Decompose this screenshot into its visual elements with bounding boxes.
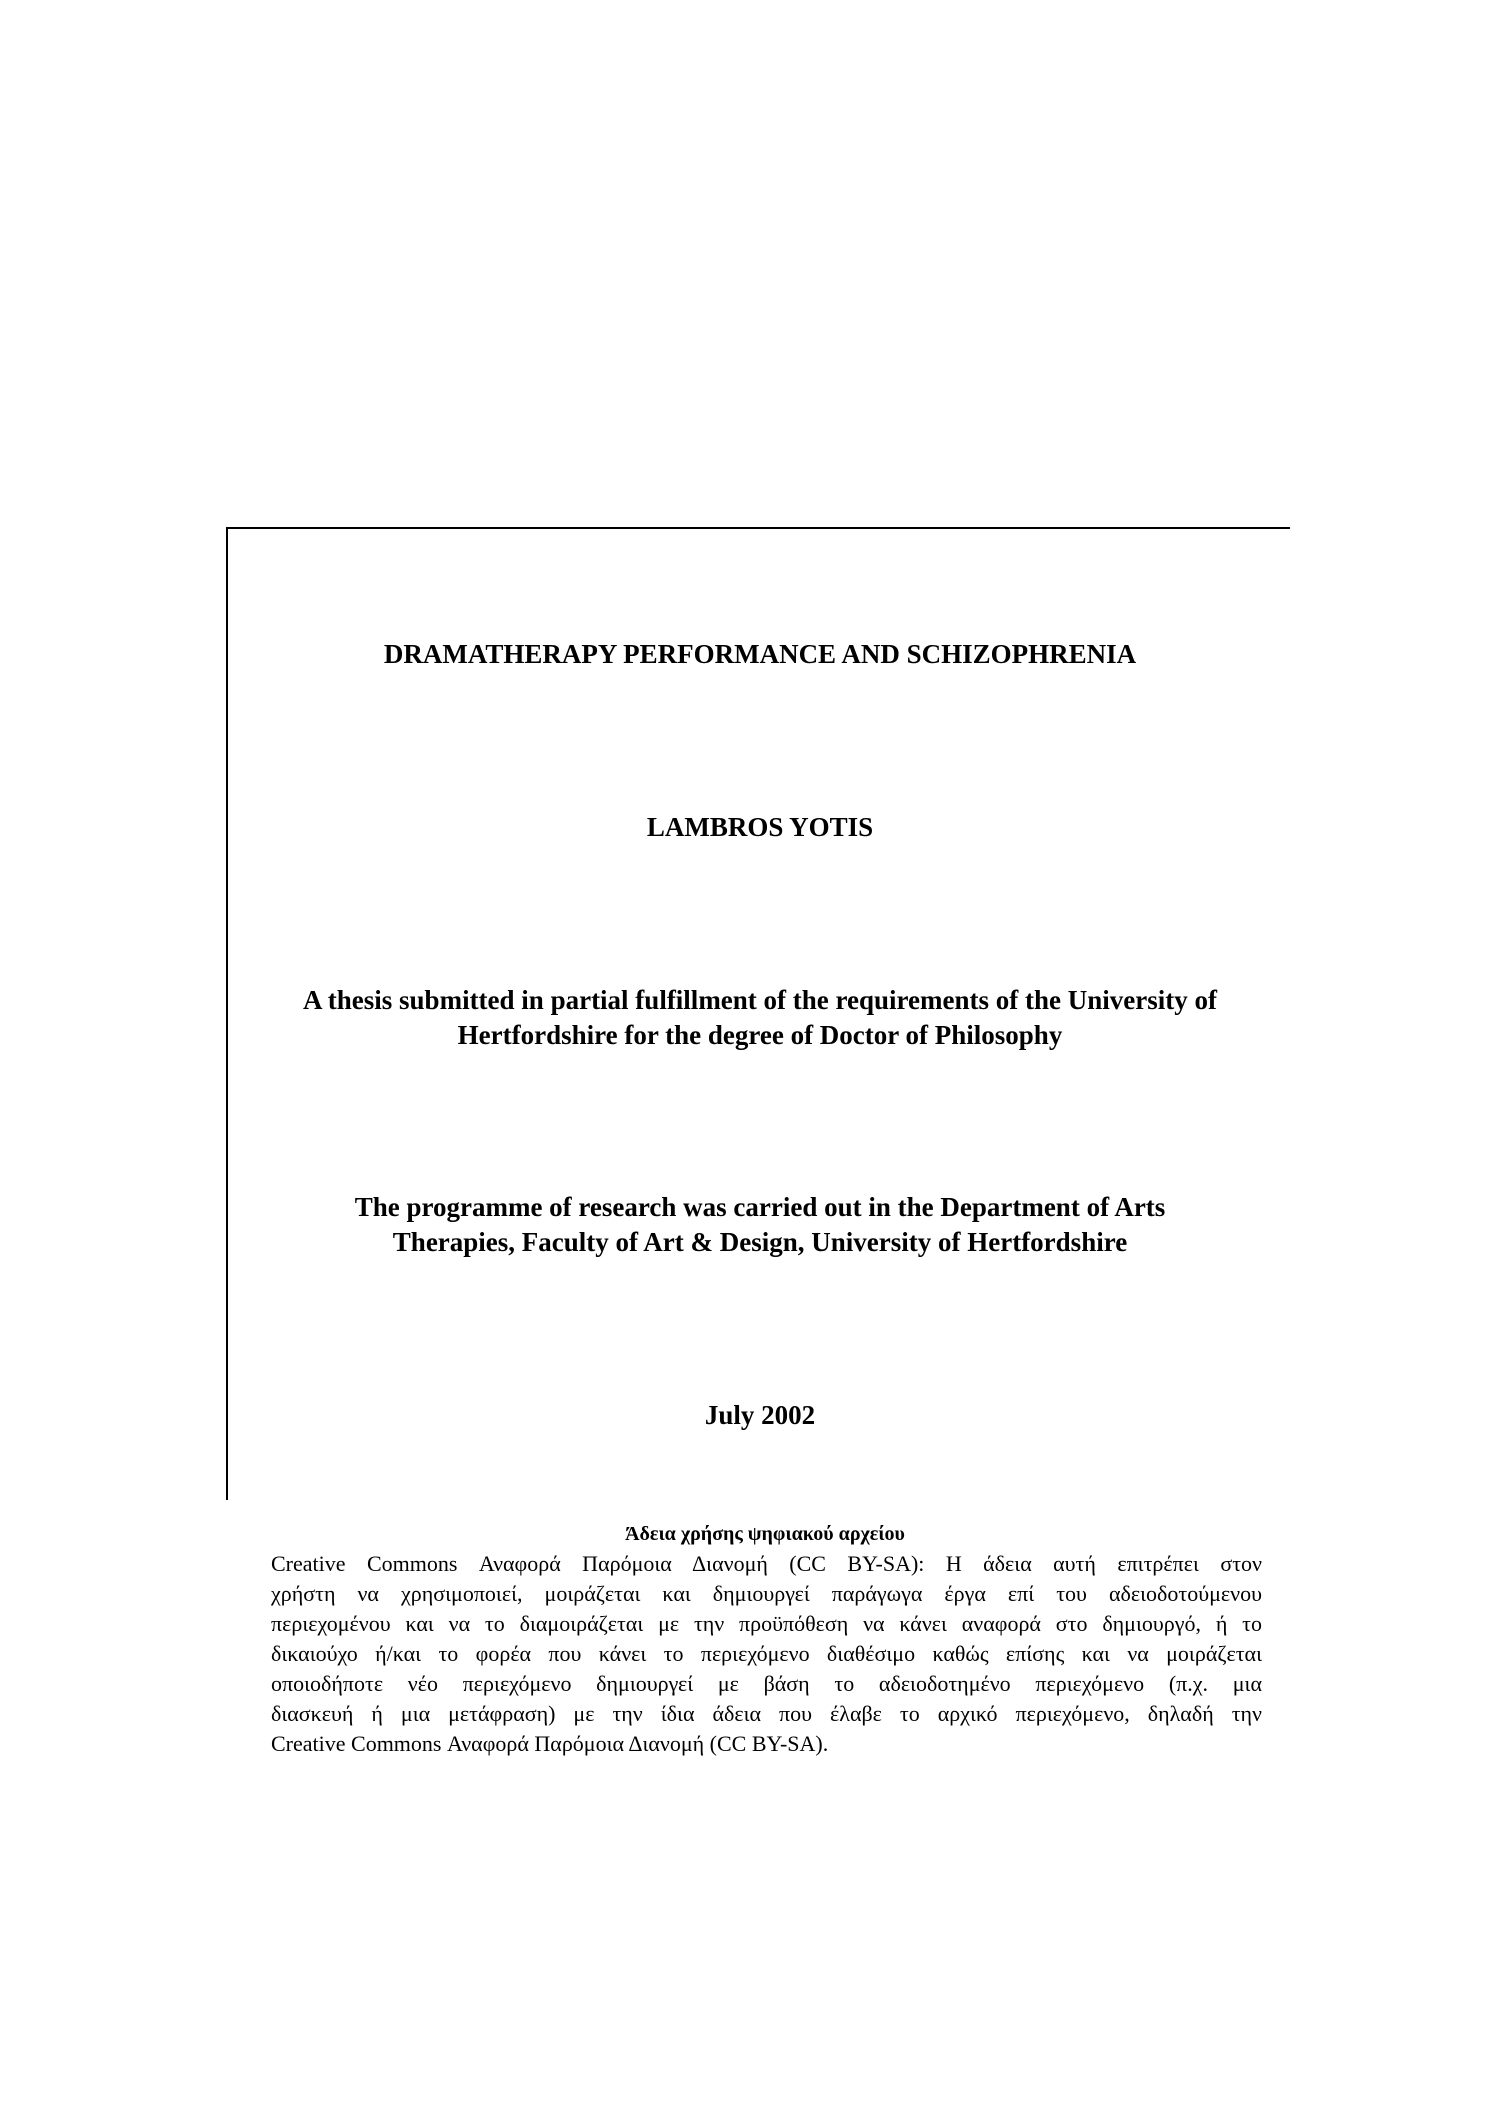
submission-date: July 2002	[704, 1400, 816, 1430]
license-line: περιεχομένου και να το διαμοιράζεται με την προϋπόθεση να κάνει αναφορά στο δημιουργό, ή το	[271, 1611, 1262, 1636]
license-heading: Άδεια χρήσης ψηφιακού αρχείου	[625, 1523, 905, 1545]
author-name: LAMBROS YOTIS	[646, 812, 874, 842]
frame-left-border	[226, 527, 228, 1500]
license-line: οποιοδήποτε νέο περιεχόμενο δημιουργεί με βάση το αδειοδοτημένο περιεχόμενο (π.χ. μια	[271, 1671, 1262, 1696]
license-text	[271, 1549, 1262, 1759]
programme-statement-line: The programme of research was carried out in the Department of Arts	[354, 1192, 1166, 1222]
license-line: χρήστη να χρησιμοποιεί, μοιράζεται και δημιουργεί παράγωγα έργα επί του αδειοδοτούμενου	[271, 1581, 1262, 1606]
thesis-statement-line: A thesis submitted in partial fulfillment of the requirements of the University of	[303, 985, 1217, 1015]
license-line: Creative Commons Αναφορά Παρόμοια Διανομή (CC BY-SA): Η άδεια αυτή επιτρέπει στον	[271, 1551, 1262, 1576]
programme-statement	[230, 1190, 1290, 1260]
frame-top-border	[226, 527, 1290, 529]
thesis-title: DRAMATHERAPY PERFORMANCE AND SCHIZOPHRENIA	[383, 639, 1137, 669]
license-line: δικαιούχο ή/και το φορέα που κάνει το περιεχόμενο διαθέσιμο καθώς επίσης και να μοιράζεται	[271, 1641, 1262, 1666]
license-line: Creative Commons Αναφορά Παρόμοια Διανομή (CC BY-SA).	[271, 1731, 829, 1756]
thesis-statement	[230, 983, 1290, 1053]
programme-statement-line: Therapies, Faculty of Art & Design, University of Hertfordshire	[392, 1227, 1128, 1257]
thesis-statement-line: Hertfordshire for the degree of Doctor of Philosophy	[457, 1020, 1063, 1050]
license-line: διασκευή ή μια μετάφραση) με την ίδια άδεια που έλαβε το αρχικό περιεχόμενο, δηλαδή την	[271, 1701, 1262, 1726]
